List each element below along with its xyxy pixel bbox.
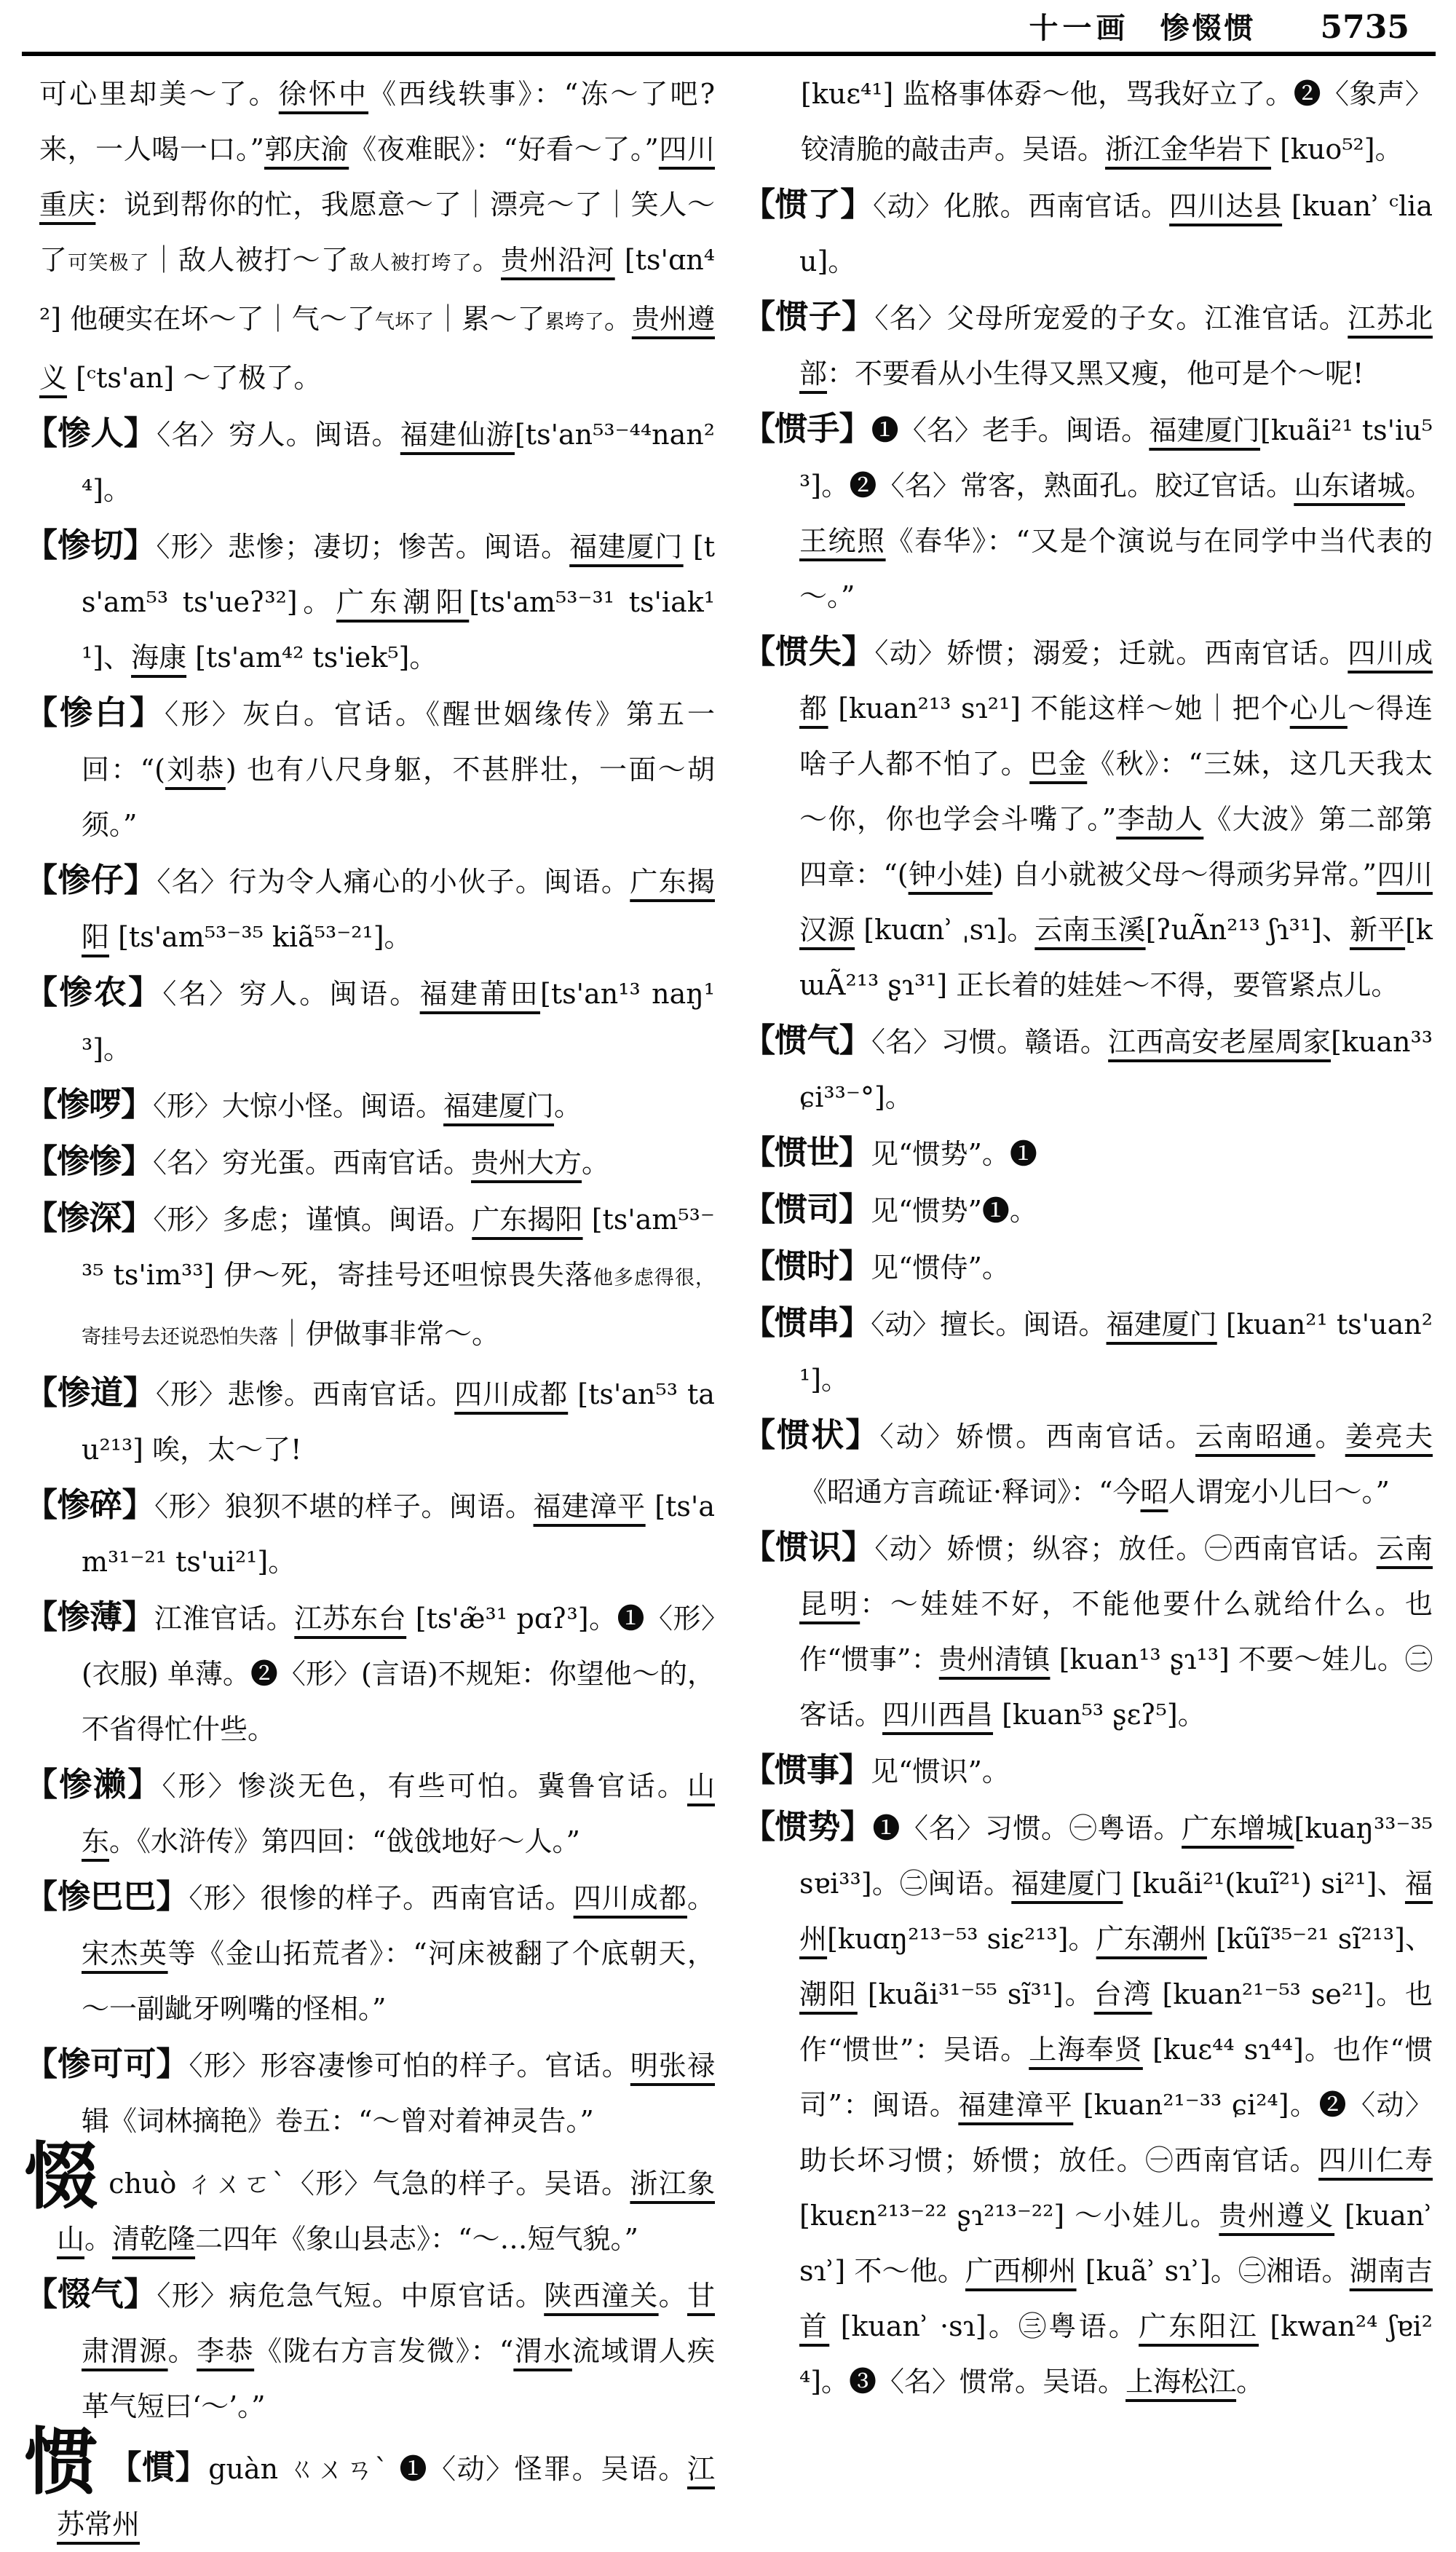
entry-text: 〈动〉娇惯；纵容；放任。㊀西南官话。 bbox=[874, 1533, 1377, 1565]
entry-text: 《夜难眠》：“好看～了。” bbox=[349, 133, 659, 165]
proper-noun: 上海松江 bbox=[1125, 2366, 1237, 2398]
entry-text: 。 bbox=[167, 2335, 197, 2367]
page-header bbox=[0, 0, 1456, 46]
entry-text: 〈动〉化脓。西南官话。 bbox=[872, 190, 1170, 222]
dict-entry bbox=[743, 289, 1433, 401]
entry-text: [ts'an⁵³ tau²¹³] 唉，太～了! bbox=[82, 1378, 715, 1466]
entry-text: [ts'am⁴² ts'iek⁵]。 bbox=[186, 641, 438, 673]
text-columns bbox=[0, 56, 1456, 2552]
entry-text: [kuãi²¹ ts'iu⁵³]。❷〈名〉常客，熟面孔。胶辽官话。 bbox=[799, 414, 1433, 502]
entry-text: [kuaŋ³³⁻³⁵ sɐi³³]。㊁闽语。 bbox=[799, 1812, 1433, 1900]
proper-noun: 福建漳平 bbox=[533, 1490, 646, 1522]
entry-headword: 【惨人】 bbox=[25, 414, 157, 452]
proper-noun: 福建厦门 bbox=[1011, 1868, 1123, 1900]
entry-text: [kwan²⁴ ʃɐi²⁴]。❸〈名〉惯常。吴语。 bbox=[799, 2310, 1433, 2398]
proper-noun: 广东揭阳 bbox=[82, 866, 715, 953]
dict-entry bbox=[25, 685, 715, 853]
dict-entry bbox=[743, 624, 1433, 1013]
entry-text: [kuan⁵³ ʂɛʔ⁵]。 bbox=[993, 1699, 1206, 1731]
entry-text: 。 bbox=[658, 2280, 687, 2312]
entry-text: ：说到帮你的忙，我愿意～了｜漂亮～了｜笑人～了 bbox=[39, 189, 715, 276]
proper-noun: 昭 bbox=[1140, 1476, 1168, 1508]
entry-text: 〈形〉多虑；谨慎。闽语。 bbox=[153, 1204, 472, 1236]
entry-text: ｜伊做事非常～。 bbox=[278, 1318, 500, 1350]
entry-text: 〈形〉惨淡无色，有些可怕。冀鲁官话。 bbox=[162, 1770, 687, 1802]
entry-text: [kuãi²¹(kuĩ²¹) si²¹]、 bbox=[1123, 1868, 1405, 1900]
entry-headword: 【惨深】 bbox=[25, 1198, 154, 1237]
dict-entry bbox=[25, 406, 715, 518]
entry-text: 。 bbox=[582, 1147, 610, 1179]
entry-text: 〈形〉狼狈不堪的样子。闽语。 bbox=[154, 1490, 534, 1522]
entry-text: guàn ㄍㄨㄢˋ ❶〈动〉怪罪。吴语。 bbox=[208, 2453, 687, 2485]
right-column bbox=[743, 66, 1433, 2552]
entry-text: [kɯÃ²¹³ ʂɿ³¹] 正长着的娃娃～不得，要管紧点儿。 bbox=[799, 914, 1433, 1001]
dict-entry bbox=[25, 1869, 715, 2037]
left-column bbox=[25, 66, 715, 2552]
radical-entry bbox=[25, 2133, 715, 2267]
proper-noun: 郭庆渝 bbox=[264, 133, 349, 165]
proper-noun: 福建厦门 bbox=[569, 531, 684, 563]
entry-text: 。 bbox=[687, 1882, 715, 1914]
proper-noun: 江苏东台 bbox=[294, 1603, 407, 1635]
entry-text: 见“惯侍”。 bbox=[871, 1252, 1010, 1284]
entry-text: 〈名〉穷人。闽语。 bbox=[162, 978, 420, 1010]
entry-text: [kuan²¹⁻³³ ɕi²⁴]。❷〈动〉助长坏习惯；娇惯；放任。㊀西南官话。 bbox=[799, 2089, 1433, 2176]
entry-headword: 【惯气】 bbox=[743, 1021, 871, 1059]
proper-noun: 福建厦门 bbox=[1106, 1308, 1217, 1340]
entry-text: [kuanʾ ·sɿ]。㊂粤语。 bbox=[829, 2310, 1139, 2342]
proper-noun: 王统照 bbox=[799, 525, 886, 557]
dict-entry bbox=[25, 1365, 715, 1477]
entry-text: 《春华》：“又是个演说与在同学中当代表的～。” bbox=[799, 525, 1433, 612]
entry-text: ｜敌人被打～了 bbox=[149, 244, 349, 276]
proper-noun: 贵州沿河 bbox=[501, 244, 615, 276]
proper-noun: 广东阳江 bbox=[1139, 2310, 1259, 2342]
entry-text: 〈形〉形容凄惨可怕的样子。官话。 bbox=[189, 2050, 630, 2082]
proper-noun: 甘肃渭源 bbox=[82, 2280, 715, 2367]
entry-text: 〈形〉病危急气短。中原官话。 bbox=[157, 2280, 545, 2312]
dict-entry bbox=[743, 1239, 1433, 1295]
entry-headword: 【惨白】 bbox=[25, 693, 165, 732]
entry-text: 。 bbox=[84, 2223, 113, 2255]
entry-text: [kuãʾ sɿʾ]。㊁湘语。 bbox=[1076, 2255, 1350, 2287]
entry-text: [kuan³³ ɕi³³⁻°]。 bbox=[799, 1026, 1433, 1113]
proper-noun: 台湾 bbox=[1093, 1978, 1152, 2010]
entry-text: 〈名〉父母所宠爱的子女。江淮官话。 bbox=[874, 302, 1348, 334]
entry-headword: 【惯失】 bbox=[743, 632, 875, 671]
entry-text: [kuɛn²¹³⁻²² ʂɿ²¹³⁻²²] ～小娃儿。 bbox=[799, 2200, 1219, 2232]
entry-text: chuò ㄔㄨㄛˋ〈形〉气急的样子。吴语。 bbox=[108, 2168, 630, 2200]
entry-headword: 【惨可可】 bbox=[25, 2045, 189, 2083]
proper-noun: 云南玉溪 bbox=[1034, 914, 1146, 946]
entry-text: 《昭通方言疏证·释词》：“今 bbox=[799, 1476, 1141, 1508]
entry-text: 〈动〉娇惯。西南官话。 bbox=[879, 1421, 1196, 1453]
entry-text: ：～娃娃不好，不能他要什么就给什么。也作“惯事”： bbox=[799, 1588, 1433, 1675]
entry-text: 。 bbox=[554, 1090, 582, 1122]
proper-noun: 四川西昌 bbox=[882, 1699, 994, 1731]
entry-text: 〈动〉擅长。闽语。 bbox=[871, 1308, 1107, 1340]
entry-text: ) 自小就被父母～得顽劣异常。” bbox=[992, 858, 1377, 890]
dict-entry bbox=[25, 965, 715, 1077]
entry-headword: 【惯时】 bbox=[743, 1247, 871, 1285]
section-label: 十一画 bbox=[1029, 11, 1130, 45]
proper-noun: 广东揭阳 bbox=[472, 1204, 583, 1236]
entry-text: [kuan²¹³ sɿ²¹] 不能这样～她｜把个 bbox=[828, 692, 1290, 724]
proper-noun: 清乾隆 bbox=[112, 2223, 196, 2255]
gloss-small-text: 敌人被打垮了 bbox=[349, 252, 472, 274]
entry-text: ) 也有八尺身躯，不甚胖壮，一面～胡须。” bbox=[82, 754, 715, 841]
dict-entry bbox=[25, 1757, 715, 1869]
proper-noun: 福建厦门 bbox=[443, 1090, 555, 1122]
entry-text: 《西线轶事》：“冻～了吧?来，一人喝一口。” bbox=[39, 78, 715, 165]
proper-noun: 四川成都 bbox=[799, 637, 1433, 724]
entry-text: 二四年《象山县志》：“～…短气貌。” bbox=[195, 2223, 638, 2255]
entry-text: [ts'æ̃³¹ pɑʔ³]。❶〈形〉(衣服) 单薄。❷〈形〉(言语)不规矩：你望他～的，不省得忙什些。 bbox=[82, 1603, 715, 1745]
proper-noun: 浙江金华岩下 bbox=[1105, 133, 1272, 165]
continued-text bbox=[25, 66, 715, 406]
gloss-small-text: 可笑极了 bbox=[68, 252, 150, 274]
dict-entry bbox=[25, 518, 715, 685]
proper-noun: 山东 bbox=[82, 1770, 715, 1857]
proper-noun: 海康 bbox=[131, 641, 187, 673]
entry-text: [ts'an¹³ naŋ¹³]。 bbox=[82, 978, 715, 1065]
dict-entry bbox=[743, 1295, 1433, 1407]
entry-headword: 【慣】 bbox=[108, 2448, 209, 2486]
proper-noun: 心儿 bbox=[1289, 692, 1348, 724]
entry-text: 《秋》：“三妹，这几天我太～你，你也学会斗嘴了。” bbox=[799, 748, 1433, 835]
entry-headword: 【惨切】 bbox=[25, 526, 157, 564]
proper-noun: 广东增城 bbox=[1182, 1812, 1294, 1844]
entry-text: 。 bbox=[1315, 1421, 1345, 1453]
proper-noun: 四川汉源 bbox=[799, 858, 1433, 946]
entry-text: [kuãi³¹⁻⁵⁵ sĩ³¹]。 bbox=[857, 1978, 1094, 2010]
dict-entry bbox=[743, 1182, 1433, 1239]
entry-text: [ts'am³¹⁻²¹ ts'ui²¹]。 bbox=[82, 1490, 715, 1578]
entry-text: [kũĩ³⁵⁻²¹ sĩ²¹³]、 bbox=[1206, 1923, 1433, 1955]
entry-text: 见“惯势”❶。 bbox=[871, 1195, 1037, 1227]
proper-noun: 钟小娃 bbox=[908, 858, 993, 890]
entry-text: 见“惯识”。 bbox=[871, 1755, 1010, 1787]
proper-noun: 福建漳平 bbox=[958, 2089, 1074, 2121]
entry-text: 见“惯势”。❶ bbox=[871, 1138, 1037, 1170]
entry-text: 辑《词林摘艳》卷五：“～曾对着神灵告。” bbox=[82, 2105, 594, 2137]
entry-text: 《陇右方言发微》：“ bbox=[254, 2335, 514, 2367]
entry-text: 〈名〉穷人。闽语。 bbox=[157, 419, 400, 451]
proper-noun: 浙江象山 bbox=[57, 2168, 715, 2255]
proper-noun: 四川仁寿 bbox=[1318, 2144, 1433, 2176]
entry-headword: 【惨啰】 bbox=[25, 1085, 154, 1123]
entry-text: 《大波》第二部第四章：“( bbox=[799, 803, 1433, 890]
entry-text: 。 bbox=[472, 244, 502, 276]
entry-text: ：不要看从小生得又黑又瘦，他可是个～呢! bbox=[827, 357, 1364, 390]
entry-headword: 【惯串】 bbox=[743, 1303, 871, 1342]
page-number: 5735 bbox=[1320, 9, 1409, 46]
entry-text: 〈形〉大惊小怪。闽语。 bbox=[153, 1090, 444, 1122]
entry-text: [kuanʾ ᶜliau]。 bbox=[799, 190, 1433, 277]
radical-character: 惯 bbox=[25, 2419, 99, 2505]
entry-text: [ts'am⁵³ ts'ueʔ³²]。 bbox=[82, 531, 715, 618]
proper-noun: 李恭 bbox=[197, 2335, 255, 2367]
proper-noun: 渭水 bbox=[513, 2335, 572, 2367]
entry-text: 〈形〉很惨的样子。西南官话。 bbox=[189, 1882, 574, 1914]
entry-text: ～得连啥子人都不怕了。 bbox=[799, 692, 1433, 780]
proper-noun: 四川成都 bbox=[454, 1378, 569, 1410]
entry-headword: 【惨道】 bbox=[25, 1373, 157, 1412]
proper-noun: 贵州大方 bbox=[471, 1147, 582, 1179]
entry-text: 〈形〉悲惨；凄切；惨苦。闽语。 bbox=[156, 531, 570, 563]
entry-text: 〈名〉习惯。赣语。 bbox=[871, 1026, 1109, 1058]
entry-headword: 【惨濑】 bbox=[25, 1765, 162, 1804]
proper-noun: 福建厦门 bbox=[1149, 414, 1261, 446]
proper-noun: 徐怀中 bbox=[278, 78, 369, 110]
entry-headword: 【惯势】 bbox=[743, 1807, 873, 1846]
proper-noun: 四川成都 bbox=[573, 1882, 687, 1914]
entry-text: ❶〈名〉老手。闽语。 bbox=[871, 414, 1150, 446]
dict-entry bbox=[743, 1125, 1433, 1182]
entry-text: [kuan²¹ ts'uan²¹]。 bbox=[799, 1308, 1433, 1396]
entry-text: [ᶜts'an] ～了极了。 bbox=[67, 362, 322, 394]
entry-text: 〈动〉娇惯；溺爱；迁就。西南官话。 bbox=[874, 637, 1348, 669]
dict-entry bbox=[25, 2037, 715, 2149]
gloss-small-text: 气坏了 bbox=[375, 311, 435, 333]
entry-text: [kuan¹³ ʂɿ¹³] 不要～娃儿。㊁客话。 bbox=[799, 1643, 1433, 1731]
proper-noun: 广东潮阳 bbox=[336, 586, 470, 618]
proper-noun: 云南昭通 bbox=[1195, 1421, 1315, 1453]
proper-noun: 上海奉贤 bbox=[1029, 2034, 1143, 2066]
proper-noun: 新平 bbox=[1349, 914, 1406, 946]
proper-noun: 广东潮州 bbox=[1096, 1923, 1207, 1955]
entry-text: ｜累～了 bbox=[434, 303, 545, 335]
proper-noun: 福州 bbox=[799, 1868, 1433, 1955]
dict-entry bbox=[743, 1799, 1433, 2409]
entry-headword: 【惯世】 bbox=[743, 1133, 871, 1172]
entry-text: [kuɛ⁴⁴ sɿ⁴⁴]。也作“惯司”：闽语。 bbox=[799, 2034, 1433, 2121]
entry-text: [ts'am⁵³⁻³⁵ kiã⁵³⁻²¹]。 bbox=[109, 921, 412, 953]
entry-headword: 【惯状】 bbox=[743, 1415, 880, 1454]
entry-text: 。《水浒传》第四回：“戗戗地好～人。” bbox=[109, 1825, 580, 1857]
entry-text: [ts'ɑn⁴²] 他硬实在坏～了｜气～了 bbox=[39, 244, 715, 335]
dict-entry bbox=[743, 1742, 1433, 1799]
dict-entry bbox=[25, 1477, 715, 1589]
entry-text: 江淮官话。 bbox=[154, 1603, 295, 1635]
entry-text: [kuɑnʾ ˌsɿ]。 bbox=[855, 914, 1035, 946]
entry-headword: 【惨仔】 bbox=[25, 861, 157, 899]
entry-text: 可心里却美～了。 bbox=[39, 78, 279, 110]
entry-text: [kuo⁵²]。 bbox=[1271, 133, 1403, 165]
proper-noun: 巴金 bbox=[1029, 748, 1088, 780]
proper-noun: 贵州遵义 bbox=[1219, 2200, 1335, 2232]
entry-text: 。 bbox=[604, 303, 632, 335]
proper-noun: 江苏北部 bbox=[799, 302, 1433, 390]
entry-headword: 【惯司】 bbox=[743, 1190, 871, 1228]
proper-noun: 明张禄 bbox=[630, 2050, 715, 2082]
entry-text: 人谓宠小儿曰～。” bbox=[1168, 1476, 1390, 1508]
entry-text: [kuanʾ sɿʾ] 不～他。 bbox=[799, 2200, 1433, 2287]
section-characters: 惨惙惯 bbox=[1160, 11, 1257, 45]
proper-noun: 江苏常州 bbox=[57, 2453, 715, 2540]
dict-entry bbox=[743, 177, 1433, 289]
radical-entry bbox=[25, 2419, 715, 2552]
entry-text: 〈名〉行为令人痛心的小伙子。闽语。 bbox=[157, 866, 630, 898]
radical-character: 惙 bbox=[25, 2133, 99, 2219]
proper-noun: 福建仙游 bbox=[400, 419, 515, 451]
dict-entry bbox=[743, 1520, 1433, 1742]
proper-noun: 潮阳 bbox=[799, 1978, 858, 2010]
entry-headword: 【惯识】 bbox=[743, 1528, 875, 1566]
entry-headword: 【惨惨】 bbox=[25, 1142, 154, 1180]
entry-headword: 【惯子】 bbox=[743, 297, 875, 336]
proper-noun: 湖南吉首 bbox=[799, 2255, 1433, 2342]
proper-noun: 山东诸城 bbox=[1294, 470, 1405, 502]
proper-noun: 陕西潼关 bbox=[544, 2280, 659, 2312]
proper-noun: 宋杰英 bbox=[82, 1937, 168, 1970]
dict-entry bbox=[743, 1013, 1433, 1125]
proper-noun: 江西高安老屋周家 bbox=[1108, 1026, 1332, 1058]
entry-headword: 【惙气】 bbox=[25, 2275, 157, 2313]
dict-entry bbox=[25, 1589, 715, 1757]
dict-entry bbox=[25, 1134, 715, 1190]
entry-text: ❶〈名〉习惯。㊀粤语。 bbox=[872, 1812, 1182, 1844]
dict-entry bbox=[743, 1407, 1433, 1520]
entry-headword: 【惨碎】 bbox=[25, 1485, 155, 1524]
entry-text: 等《金山拓荒者》：“河床被翻了个底朝天，～一副龇牙咧嘴的怪相。” bbox=[82, 1937, 715, 2025]
entry-text: [ts'am⁵³⁻³¹ ts'iak¹¹]、 bbox=[82, 586, 715, 673]
entry-headword: 【惨薄】 bbox=[25, 1597, 154, 1636]
gloss-small-text: 他多虑得很，寄挂号去还说恐怕失落 bbox=[82, 1267, 715, 1348]
entry-headword: 【惨农】 bbox=[25, 973, 163, 1011]
entry-headword: 【惨巴巴】 bbox=[25, 1877, 189, 1916]
proper-noun: 贵州遵义 bbox=[39, 303, 715, 394]
proper-noun: 广西柳州 bbox=[965, 2255, 1077, 2287]
entry-text: [kuɑŋ²¹³⁻⁵³ siɛ²¹³]。 bbox=[827, 1923, 1096, 1955]
entry-text: 〈形〉灰白。官话。《醒世姻缘传》第五一回：“( bbox=[82, 698, 715, 786]
entry-text: 。 bbox=[1404, 470, 1433, 502]
proper-noun: 云南昆明 bbox=[799, 1533, 1433, 1620]
proper-noun: 四川达县 bbox=[1169, 190, 1283, 222]
proper-noun: 刘恭 bbox=[165, 754, 226, 786]
entry-text: [kuan²¹⁻⁵³ se²¹]。也作“惯世”：吴语。 bbox=[799, 1978, 1433, 2066]
gloss-small-text: 累垮了 bbox=[545, 311, 604, 333]
entry-text: [kuɛ⁴¹] 监格事体孬～他，骂我好立了。❷〈象声〉铰清脆的敲击声。吴语。 bbox=[801, 78, 1433, 165]
proper-noun: 贵州清镇 bbox=[938, 1643, 1051, 1675]
dict-entry bbox=[25, 2267, 715, 2434]
entry-text: 流域谓人疾革气短曰‘～’。” bbox=[82, 2335, 715, 2422]
dict-entry bbox=[743, 401, 1433, 624]
entry-text: 〈形〉悲惨。西南官话。 bbox=[156, 1378, 455, 1410]
dict-entry bbox=[25, 853, 715, 965]
proper-noun: 李劼人 bbox=[1116, 803, 1204, 835]
proper-noun: 福建莆田 bbox=[419, 978, 541, 1010]
dict-entry bbox=[25, 1190, 715, 1365]
entry-text: 。 bbox=[1236, 2366, 1265, 2398]
proper-noun: 姜亮夫 bbox=[1345, 1421, 1433, 1453]
entry-text: [ʔuÃn²¹³ ʃɿ³¹]、 bbox=[1145, 914, 1350, 946]
entry-headword: 【惯事】 bbox=[743, 1750, 871, 1789]
entry-headword: 【惯手】 bbox=[743, 409, 871, 448]
continued-text bbox=[743, 66, 1433, 177]
entry-headword: 【惯了】 bbox=[743, 185, 873, 224]
dict-entry bbox=[25, 1077, 715, 1134]
entry-text: [ts'an⁵³⁻⁴⁴nan²⁴]。 bbox=[82, 419, 715, 506]
entry-text: [ts'am⁵³⁻³⁵ ts'im³³] 伊～死，寄挂号还呾惊畏失落 bbox=[82, 1204, 715, 1291]
proper-noun: 四川重庆 bbox=[39, 133, 715, 221]
entry-text: 〈名〉穷光蛋。西南官话。 bbox=[153, 1147, 472, 1179]
